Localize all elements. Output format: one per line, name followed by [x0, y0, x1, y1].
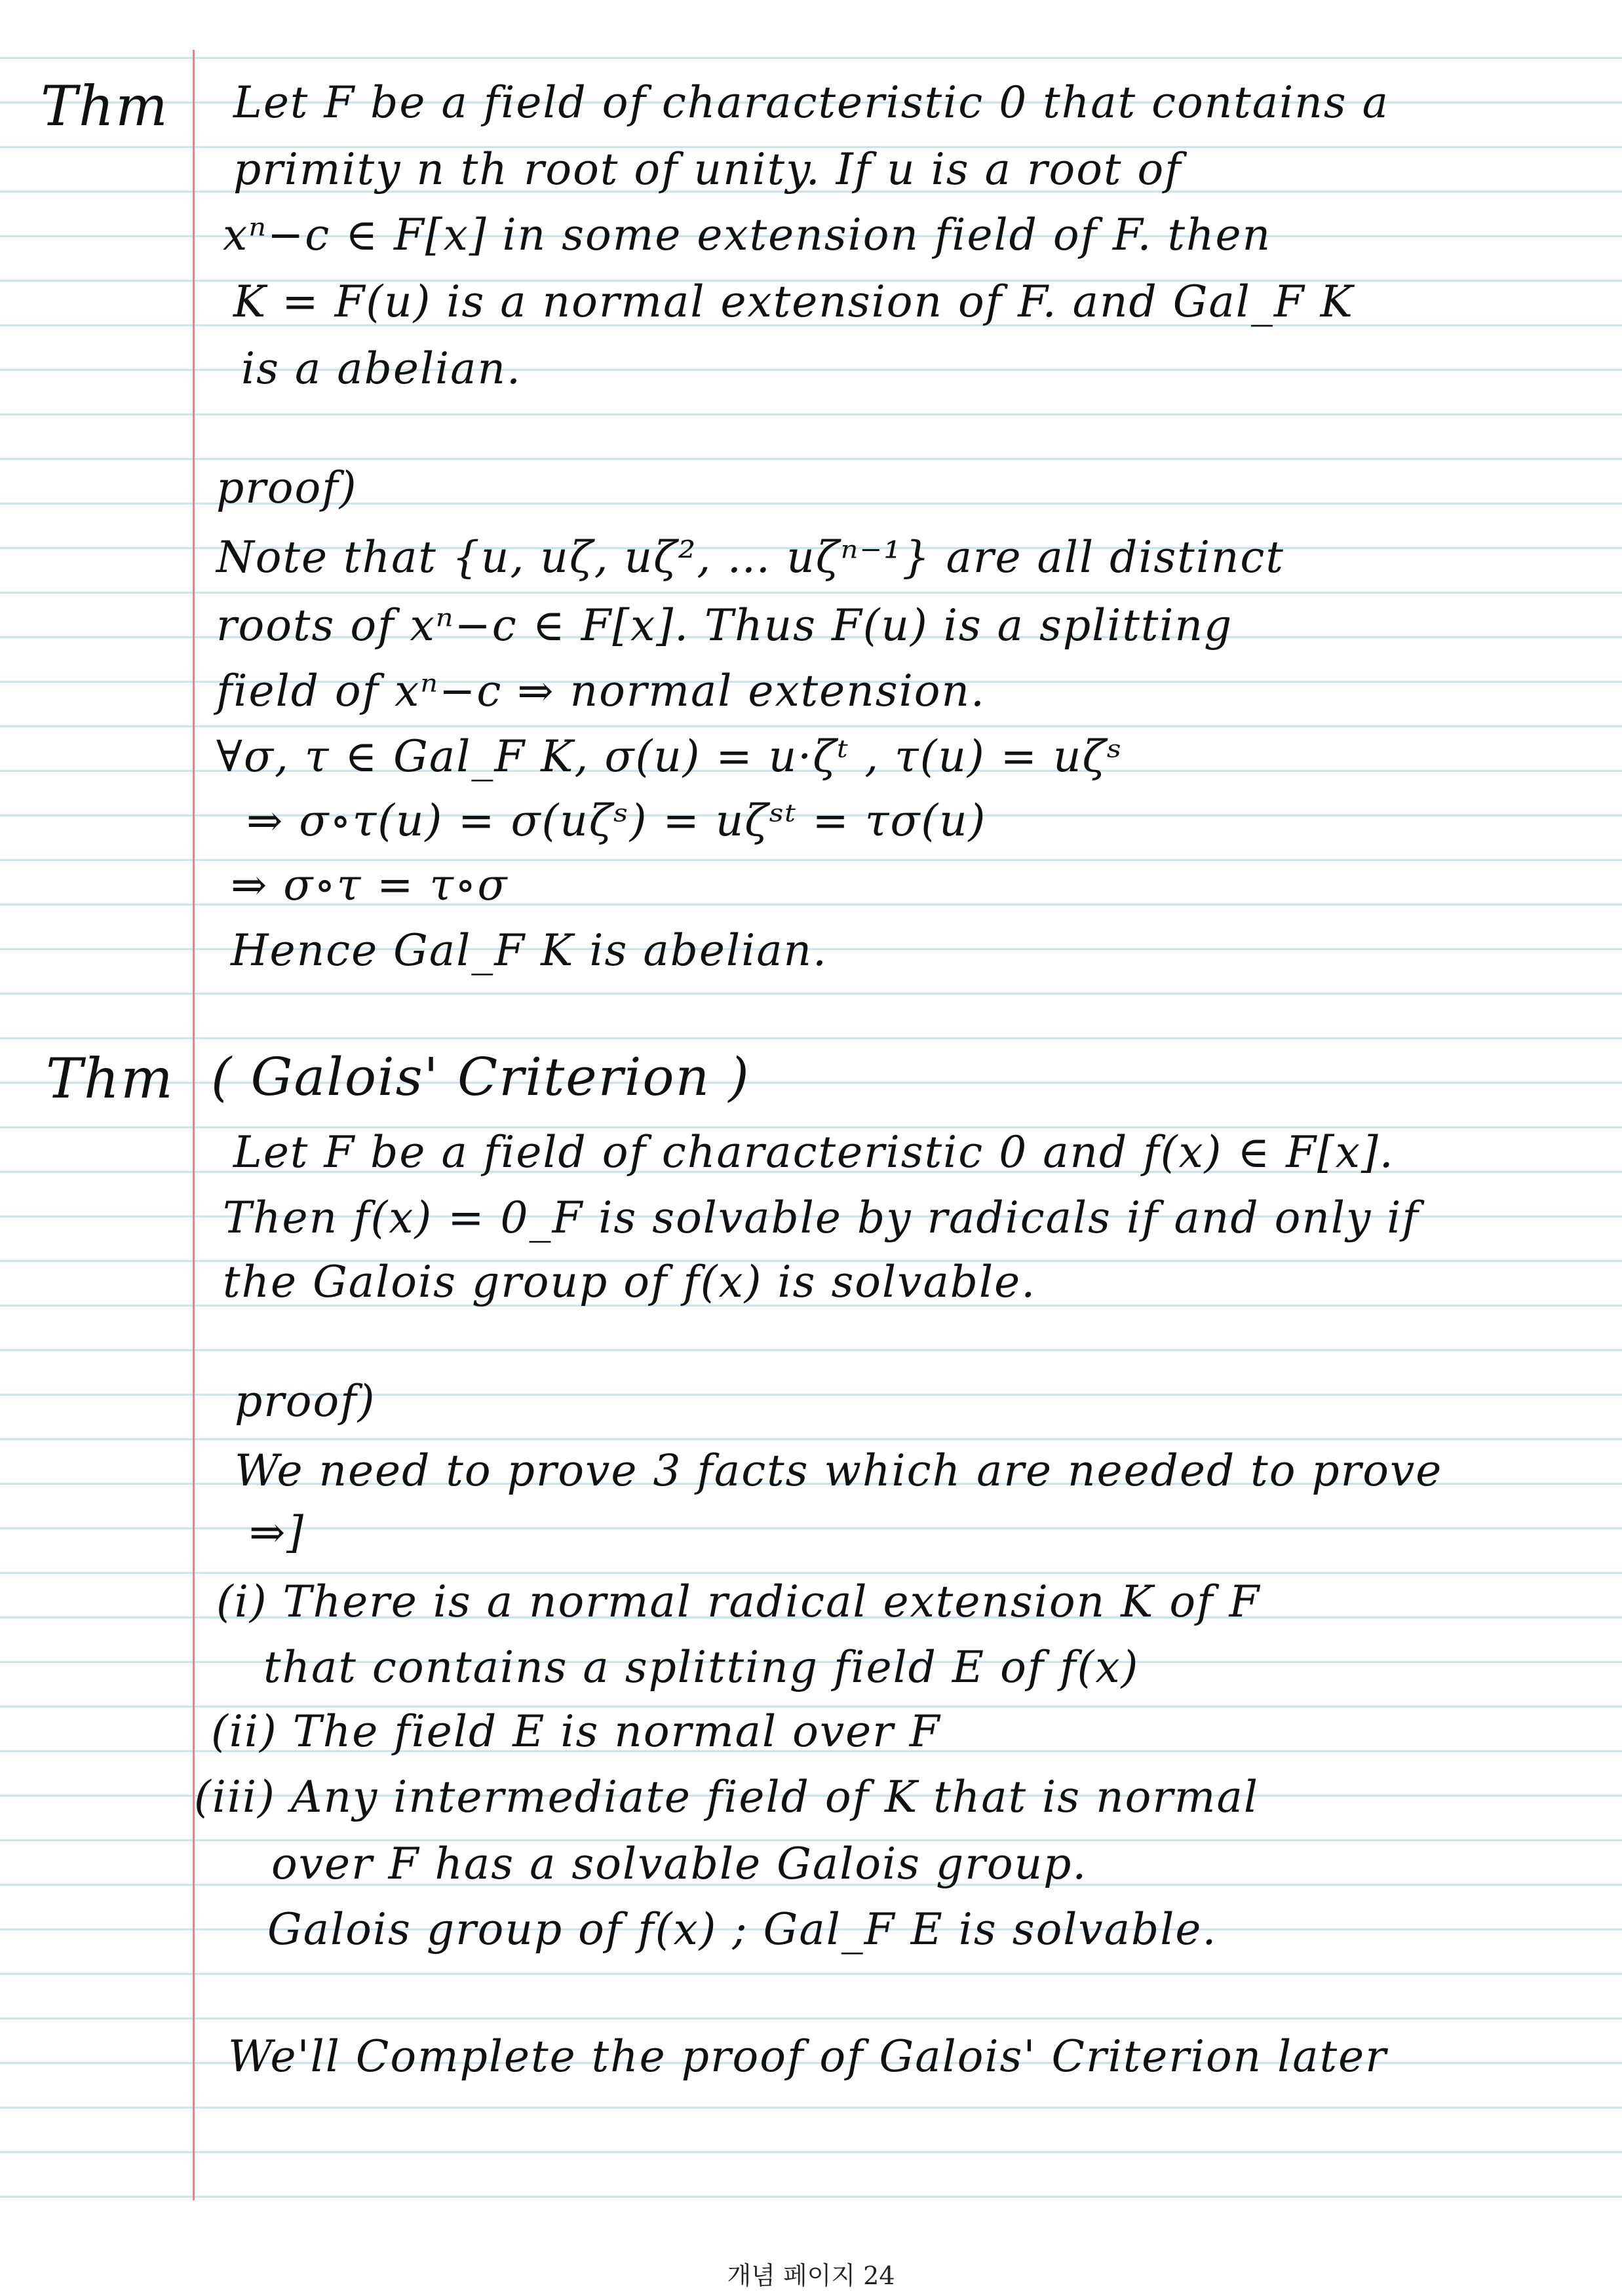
theorem-line: the Galois group of f(x) is solvable. [223, 1257, 1037, 1307]
proof-line: field of xⁿ−c ⇒ normal extension. [216, 666, 986, 716]
proof-conclusion: Hence Gal_F K is abelian. [231, 925, 828, 976]
proof-list-item: (i) There is a normal radical extension K of F [216, 1577, 1261, 1627]
theorem-label: Thm [46, 1046, 174, 1111]
notebook-margin-line [193, 50, 195, 2200]
proof-list-item: that contains a splitting field E of f(x) [263, 1642, 1140, 1693]
proof-list-item: (ii) The field E is normal over F [211, 1706, 941, 1757]
proof-line: ⇒ σ∘τ = τ∘σ [231, 860, 509, 910]
theorem-line: Let F be a field of characteristic 0 that contains a [233, 77, 1389, 128]
theorem-line: Let F be a field of characteristic 0 and f(x) ∈ F[x]. [233, 1127, 1395, 1177]
proof-line: roots of xⁿ−c ∈ F[x]. Thus F(u) is a splitting [216, 600, 1233, 651]
proof-list-item: over F has a solvable Galois group. [271, 1839, 1088, 1889]
proof-closing: We'll Complete the proof of Galois' Criterion later [228, 2031, 1387, 2082]
theorem-line: xⁿ−c ∈ F[x] in some extension field of F. then [223, 210, 1272, 260]
proof-line: ⇒ σ∘τ(u) = σ(uζˢ) = uζˢᵗ = τσ(u) [246, 795, 987, 846]
proof-line: Galois group of f(x) ; Gal_F E is solvable. [267, 1904, 1218, 1955]
theorem-line: Then f(x) = 0_F is solvable by radicals if and only if [223, 1193, 1419, 1243]
theorem-line: is a abelian. [241, 343, 522, 394]
proof-list-item: (iii) Any intermediate field of K that is normal [194, 1772, 1259, 1822]
proof-line: Note that {u, uζ, uζ², … uζⁿ⁻¹} are all distinct [216, 532, 1284, 583]
page-footer: 개념 페이지 24 [727, 2261, 895, 2290]
theorem-label: Thm [41, 74, 169, 138]
proof-heading: proof) [235, 1376, 376, 1426]
proof-line: ∀σ, τ ∈ Gal_F K, σ(u) = u·ζᵗ , τ(u) = uζˢ [216, 731, 1123, 782]
proof-line: ⇒] [249, 1507, 305, 1558]
proof-line: We need to prove 3 facts which are needed to prove [235, 1445, 1443, 1496]
theorem-line: K = F(u) is a normal extension of F. and Gal_F K [233, 277, 1354, 327]
theorem-title: ( Galois' Criterion ) [211, 1046, 750, 1107]
proof-heading: proof) [216, 463, 358, 513]
theorem-line: primity n th root of unity. If u is a root of [233, 144, 1182, 195]
